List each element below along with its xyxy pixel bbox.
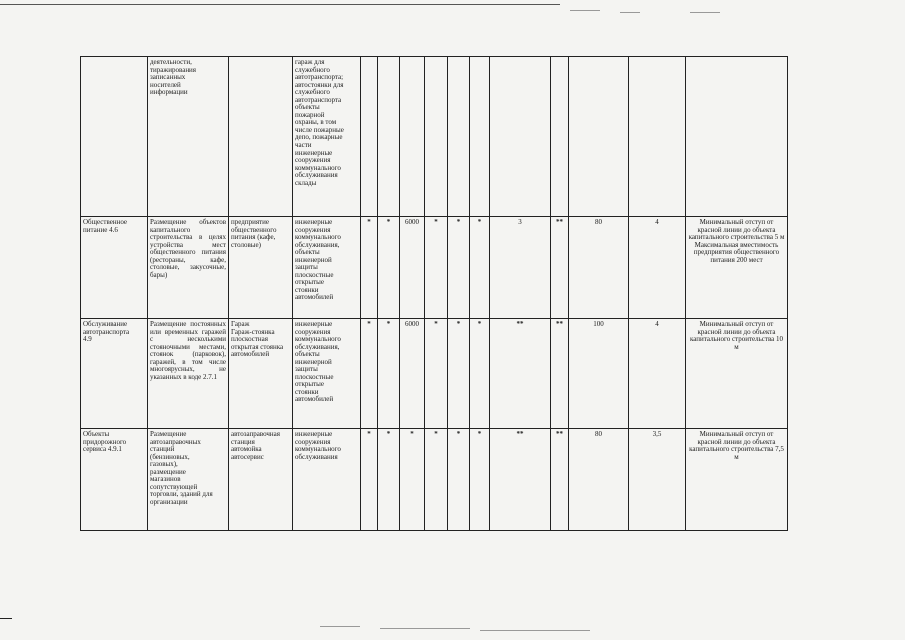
auxiliary-use-cell: инженерные сооружения коммунального обслуживания, объекты инженерной защиты плоскостные открытые стоянки автомобилей bbox=[293, 319, 361, 429]
max-coverage-cell: 80 bbox=[569, 429, 629, 531]
notes-cell bbox=[686, 57, 788, 217]
table-row bbox=[81, 57, 788, 217]
param-cell: ** bbox=[551, 217, 569, 319]
max-coverage-cell bbox=[569, 57, 629, 217]
regulations-table bbox=[80, 56, 788, 531]
max-coverage-cell: 80 bbox=[569, 217, 629, 319]
table-row bbox=[81, 319, 788, 429]
floors-cell: ** bbox=[490, 319, 551, 429]
land-use-type-cell: Обслуживание автотранспорта 4.9 bbox=[81, 319, 148, 429]
param-cell: * bbox=[361, 429, 378, 531]
param-cell: * bbox=[470, 319, 490, 429]
param-cell: * bbox=[448, 319, 470, 429]
notes-cell: Минимальный отступ от красной линии до объекта капитального строительства 10 м bbox=[686, 319, 788, 429]
param-cell: * bbox=[361, 217, 378, 319]
max-coverage-cell: 100 bbox=[569, 319, 629, 429]
min-area-cell: 6000 bbox=[400, 217, 425, 319]
param-cell: ** bbox=[551, 319, 569, 429]
param-cell bbox=[361, 57, 378, 217]
max-height-cell: 3,5 bbox=[629, 429, 686, 531]
notes-cell: Минимальный отступ от красной линии до объекта капитального строительства 7,5 м bbox=[686, 429, 788, 531]
floors-cell: 3 bbox=[490, 217, 551, 319]
param-cell bbox=[378, 57, 400, 217]
floors-cell: ** bbox=[490, 429, 551, 531]
auxiliary-use-cell: гараж для служебного автотранспорта; автостоянки для служебного автотранспорта объекты пожарной охраны, в том числе пожарные депо, пожарные части инженерные сооружения коммунального обслуживания склады bbox=[293, 57, 361, 217]
min-area-cell: * bbox=[400, 429, 425, 531]
main-use-cell bbox=[229, 57, 293, 217]
main-use-cell: Гараж Гараж-стоянка плоскостная открытая стоянка автомобилей bbox=[229, 319, 293, 429]
land-use-type-cell: Общественное питание 4.6 bbox=[81, 217, 148, 319]
main-use-cell: предприятие общественного питания (кафе, столовые) bbox=[229, 217, 293, 319]
param-cell bbox=[425, 57, 448, 217]
table-body bbox=[81, 57, 788, 531]
param-cell bbox=[448, 57, 470, 217]
param-cell: * bbox=[425, 217, 448, 319]
param-cell bbox=[551, 57, 569, 217]
scan-artifact-dash bbox=[480, 630, 590, 631]
scan-artifact-dash bbox=[380, 628, 470, 629]
param-cell: * bbox=[361, 319, 378, 429]
permitted-use-description-cell: Размещение постоянных или временных гаражей с несколькими стояночными местами, стоянок (парковок), гаражей, в том числе многоярусных, не указанных в коде 2.7.1 bbox=[148, 319, 229, 429]
table-row bbox=[81, 429, 788, 531]
param-cell: * bbox=[448, 217, 470, 319]
auxiliary-use-cell: инженерные сооружения коммунального обслуживания bbox=[293, 429, 361, 531]
param-cell: * bbox=[378, 319, 400, 429]
param-cell: * bbox=[470, 217, 490, 319]
permitted-use-description-cell: Размещение объектов капитального строительства в целях устройства мест общественного питания (рестораны, кафе, столовые, закусочные, бары) bbox=[148, 217, 229, 319]
max-height-cell: 4 bbox=[629, 319, 686, 429]
scan-artifact-dash bbox=[690, 12, 720, 13]
land-use-type-cell: Объекты придорожного сервиса 4.9.1 bbox=[81, 429, 148, 531]
floors-cell bbox=[490, 57, 551, 217]
param-cell: * bbox=[378, 217, 400, 319]
param-cell: ** bbox=[551, 429, 569, 531]
land-use-type-cell bbox=[81, 57, 148, 217]
scan-artifact-dash bbox=[570, 10, 600, 11]
max-height-cell: 4 bbox=[629, 217, 686, 319]
permitted-use-description-cell: Размещение автозаправочных станций (бензиновых, газовых), размещение магазинов сопутствующей торговли, зданий для организации bbox=[148, 429, 229, 531]
auxiliary-use-cell: инженерные сооружения коммунального обслуживания, объекты инженерной защиты плоскостные открытые стоянки автомобилей bbox=[293, 217, 361, 319]
permitted-use-description-cell: деятельности, тиражирования записанных носителей информации bbox=[148, 57, 229, 217]
table-row bbox=[81, 217, 788, 319]
param-cell: * bbox=[448, 429, 470, 531]
param-cell: * bbox=[425, 429, 448, 531]
min-area-cell bbox=[400, 57, 425, 217]
param-cell bbox=[470, 57, 490, 217]
param-cell: * bbox=[378, 429, 400, 531]
param-cell: * bbox=[470, 429, 490, 531]
scan-artifact-dash bbox=[620, 12, 640, 13]
scan-artifact-line bbox=[0, 618, 12, 619]
scan-artifact-dash bbox=[320, 626, 360, 627]
main-use-cell: автозаправочная станция автомойка автосервис bbox=[229, 429, 293, 531]
min-area-cell: 6000 bbox=[400, 319, 425, 429]
scan-artifact-line bbox=[0, 4, 560, 5]
param-cell: * bbox=[425, 319, 448, 429]
notes-cell: Минимальный отступ от красной линии до объекта капитального строительства 5 м Максимальная вместимость предприятия общественного питания 200 мест bbox=[686, 217, 788, 319]
max-height-cell bbox=[629, 57, 686, 217]
